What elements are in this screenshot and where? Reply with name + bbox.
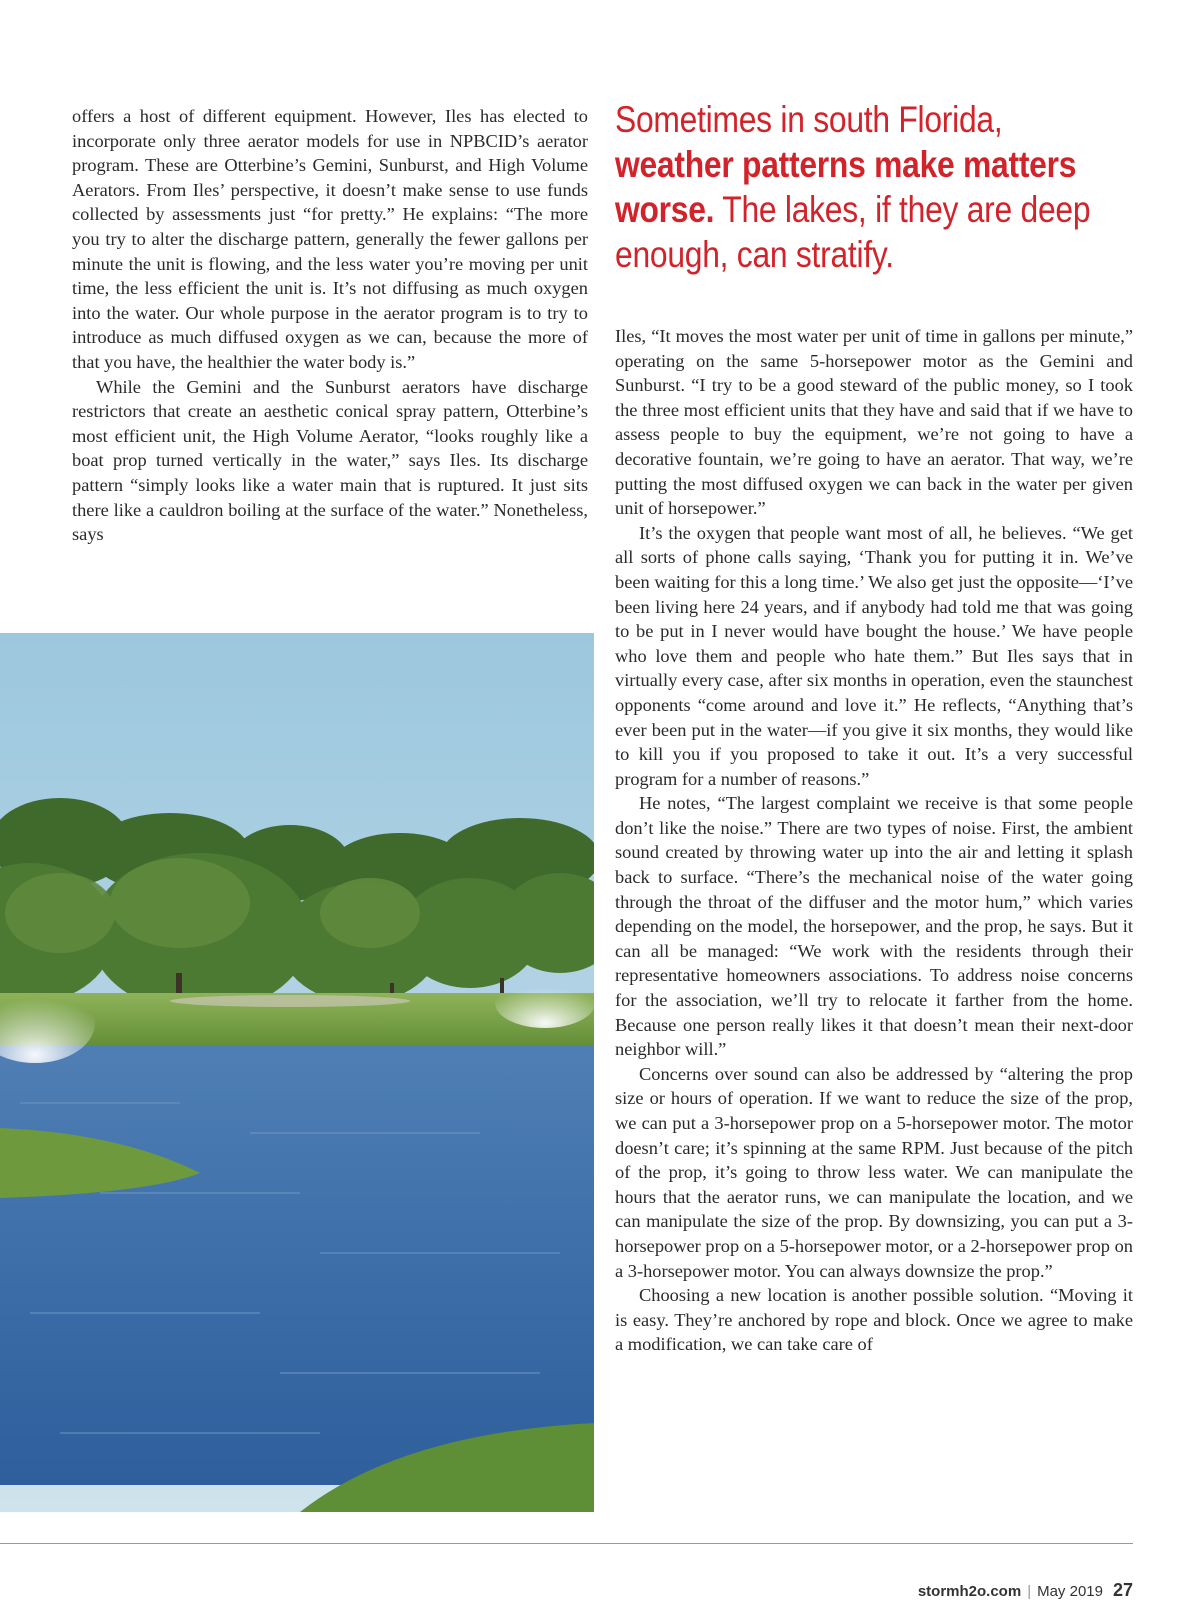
paragraph: Concerns over sound can also be addressed by “altering the prop size or hours of operation. If we want to reduce the size of the prop, we can put a 3-horsepower prop on a 5-horsepower motor. The motor doesn’t care; it’s spinning at the same RPM. Just because of the pitch of the prop, it’s going to throw less water. We can manipulate the hours that the aerator runs, we can manipulate the location, and we can manipulate the size of the prop. By downsizing, you can put a 3-horsepower prop on a 5-horsepower motor, or a 2-horsepower prop on a 3-horsepower motor. You can always downsize the prop.”	[615, 1063, 1133, 1281]
paragraph: Choosing a new location is another possible solution. “Moving it is easy. They’re anchored by rope and block. Once we agree to make a modification, we can take care of	[615, 1285, 1133, 1355]
footer-issue-date: May 2019	[1037, 1583, 1103, 1600]
footer-divider	[0, 1543, 1133, 1544]
pull-quote-text: The lakes, if they are deep enough, can stratify.	[615, 189, 1091, 275]
footer-separator: |	[1027, 1583, 1032, 1600]
article-column-right	[615, 324, 1133, 1357]
paragraph: It’s the oxygen that people want most of all, he believes. “We get all sorts of phone calls saying, ‘Thank you for putting it in. We’ve been waiting for this a long time.’ We also get just the opposite—‘I’ve been living here 24 years, and if anybody had told me that was going to be put in I never would have bought the house.’ We have people who love them and people who hate them.” But Iles says that in virtually every case, after six months in operation, even the staunchest opponents “come around and love it.” He reflects, “Anything that’s ever been put in the water—if you give it six months, they would like to kill you if you proposed to take it out. It’s a very successful program for a number of reasons.”	[615, 522, 1133, 789]
paragraph: offers a host of different equipment. However, Iles has elected to incorporate only three aerator models for use in NPBCID’s aerator program. These are Otterbine’s Gemini, Sunburst, and High Volume Aerators. From Iles’ perspective, it doesn’t make sense to use funds collected by assessments just “for pretty.” He explains: “The more you try to alter the discharge pattern, generally the fewer gallons per minute the unit is flowing, and the less water you’re moving per unit time, the less efficient the unit is. It’s not diffusing as much oxygen into the water. Our whole purpose in the aerator program is to try to introduce as much diffused oxygen as we can, because the more of that you have, the healthier the water body is.”	[72, 106, 588, 372]
paragraph: Iles, “It moves the most water per unit of time in gallons per minute,” operating on the same 5-horsepower motor as the Gemini and Sunburst. “I try to be a good steward of the public money, so I took the three most efficient units that they have and said that if we have to assess people to buy the equipment, we’re not going to have a decorative fountain, we’re going to have an aerator. That way, we’re putting the most diffused oxygen we can back in the water per given unit of horsepower.”	[615, 326, 1133, 519]
paragraph: While the Gemini and the Sunburst aerators have discharge restrictors that create an aesthetic conical spray pattern, Otterbine’s most efficient unit, the High Volume Aerator, “looks roughly like a boat prop turned vertically in the water,” says Iles. Its discharge pattern “simply looks like a water main that is ruptured. It just sits there like a cauldron boiling at the surface of the water.” Nonetheless, says	[72, 376, 588, 545]
article-column-left	[72, 104, 588, 547]
footer-site: stormh2o.com	[917, 1583, 1022, 1600]
pull-quote-text: Sometimes in south Florida,	[615, 99, 1003, 140]
pull-quote-emphasis: weather patterns make matters worse.	[615, 144, 1077, 230]
page-footer	[918, 1580, 1133, 1601]
pull-quote	[615, 97, 1097, 277]
lake-aerator-photo	[0, 633, 594, 1512]
paragraph: He notes, “The largest complaint we receive is that some people don’t like the noise.” There are two types of noise. First, the ambient sound created by throwing water up into the air and letting it splash back to surface. “There’s the mechanical noise of the water going through the throat of the diffuser and the motor hum,” which varies depending on the model, the horsepower, and the prop, he says. But it can all be managed: “We work with the residents through their representative homeowners associations. To address noise concerns for the association, we’ll try to relocate it farther from the home. Because one person really likes it that doesn’t mean their next-door neighbor will.”	[615, 793, 1133, 1060]
page-number: 27	[1112, 1580, 1133, 1600]
